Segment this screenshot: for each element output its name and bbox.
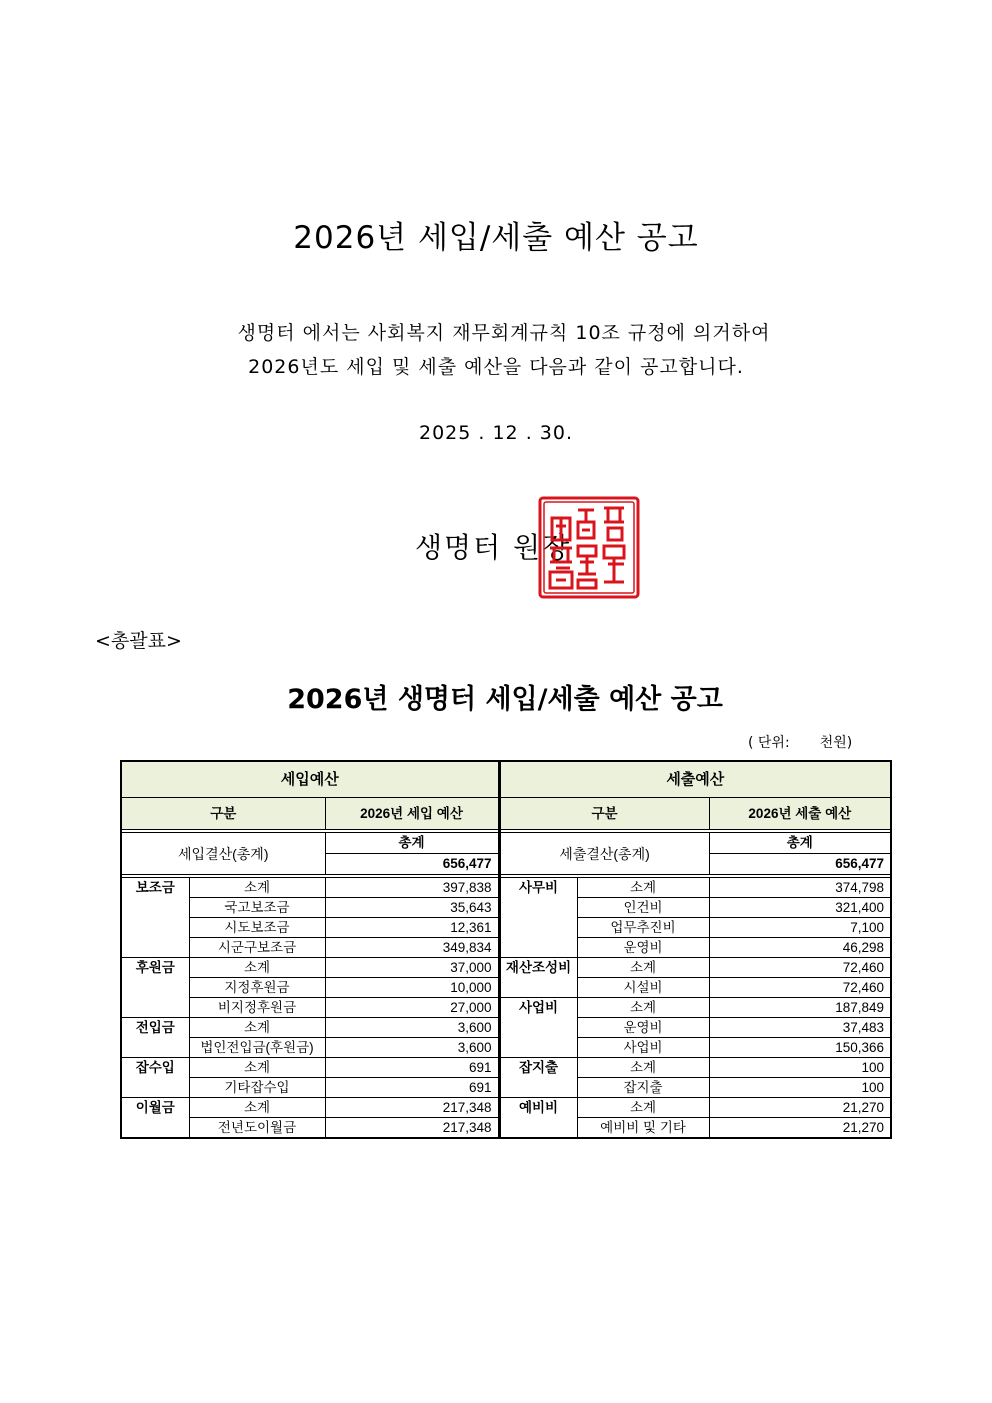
revenue-total-value: 656,477 <box>325 854 499 875</box>
revenue-item: 법인전입금(후원금) <box>189 1038 325 1058</box>
revenue-category: 후원금 <box>121 958 189 1018</box>
revenue-item: 소계 <box>189 1058 325 1078</box>
revenue-value: 691 <box>325 1078 499 1098</box>
expense-value: 150,366 <box>709 1038 891 1058</box>
revenue-value: 397,838 <box>325 878 499 898</box>
expense-value: 187,849 <box>709 998 891 1018</box>
revenue-total-label: 세입결산(총계) <box>121 833 325 875</box>
unit-label: ( 단위: <box>748 735 790 751</box>
expense-item: 소계 <box>577 998 709 1018</box>
revenue-item: 시도보조금 <box>189 918 325 938</box>
expense-total-value: 656,477 <box>709 854 891 875</box>
revenue-category-header: 구분 <box>121 798 325 830</box>
expense-value: 21,270 <box>709 1118 891 1139</box>
table-title: 2026년 생명터 세입/세출 예산 공고 <box>287 684 723 715</box>
expense-total-label: 세출결산(총계) <box>499 833 709 875</box>
expense-category: 사무비 <box>499 878 577 958</box>
intro-line-2: 2026년도 세입 및 세출 예산을 다음과 같이 공고합니다. <box>248 356 744 378</box>
revenue-item: 소계 <box>189 878 325 898</box>
budget-table <box>120 760 892 1139</box>
expense-category: 재산조성비 <box>499 958 577 998</box>
revenue-value: 12,361 <box>325 918 499 938</box>
revenue-value: 3,600 <box>325 1018 499 1038</box>
revenue-value: 3,600 <box>325 1038 499 1058</box>
expense-value: 321,400 <box>709 898 891 918</box>
expense-value: 37,483 <box>709 1018 891 1038</box>
summary-table-label: <총괄표> <box>95 630 182 652</box>
expense-item: 소계 <box>577 958 709 978</box>
expense-value: 100 <box>709 1058 891 1078</box>
revenue-value: 35,643 <box>325 898 499 918</box>
signer-name: 생명터 원장 <box>415 531 572 564</box>
expense-value: 374,798 <box>709 878 891 898</box>
revenue-value: 10,000 <box>325 978 499 998</box>
unit-note <box>748 732 852 752</box>
revenue-value: 217,348 <box>325 1118 499 1139</box>
expense-value: 72,460 <box>709 978 891 998</box>
revenue-total-word: 총계 <box>325 833 499 854</box>
unit-value: 천원) <box>819 735 853 751</box>
expense-item: 사업비 <box>577 1038 709 1058</box>
expense-value: 7,100 <box>709 918 891 938</box>
revenue-item: 비지정후원금 <box>189 998 325 1018</box>
document-title: 2026년 세입/세출 예산 공고 <box>293 220 699 256</box>
expense-header: 세출예산 <box>499 761 891 798</box>
revenue-category: 잡수입 <box>121 1058 189 1098</box>
revenue-item: 소계 <box>189 1098 325 1118</box>
expense-category: 사업비 <box>499 998 577 1058</box>
revenue-category: 이월금 <box>121 1098 189 1139</box>
revenue-value: 217,348 <box>325 1098 499 1118</box>
expense-item: 소계 <box>577 878 709 898</box>
expense-item: 소계 <box>577 1098 709 1118</box>
revenue-value: 37,000 <box>325 958 499 978</box>
expense-budget-header: 2026년 세출 예산 <box>709 798 891 830</box>
revenue-item: 지정후원금 <box>189 978 325 998</box>
expense-category: 예비비 <box>499 1098 577 1139</box>
expense-total-word: 총계 <box>709 833 891 854</box>
expense-value: 21,270 <box>709 1098 891 1118</box>
expense-item: 업무추진비 <box>577 918 709 938</box>
expense-item: 운영비 <box>577 1018 709 1038</box>
revenue-value: 27,000 <box>325 998 499 1018</box>
revenue-value: 349,834 <box>325 938 499 958</box>
intro-line-1: 생명터 에서는 사회복지 재무회계규칙 10조 규정에 의거하여 <box>237 322 771 344</box>
revenue-header: 세입예산 <box>121 761 499 798</box>
revenue-budget-header: 2026년 세입 예산 <box>325 798 499 830</box>
expense-item: 인건비 <box>577 898 709 918</box>
expense-item: 운영비 <box>577 938 709 958</box>
revenue-value: 691 <box>325 1058 499 1078</box>
expense-category: 잡지출 <box>499 1058 577 1098</box>
revenue-category: 보조금 <box>121 878 189 958</box>
announcement-date: 2025 . 12 . 30. <box>419 422 573 444</box>
revenue-item: 시군구보조금 <box>189 938 325 958</box>
expense-category-header: 구분 <box>499 798 709 830</box>
revenue-category: 전입금 <box>121 1018 189 1058</box>
revenue-item: 전년도이월금 <box>189 1118 325 1139</box>
expense-value: 46,298 <box>709 938 891 958</box>
expense-item: 소계 <box>577 1058 709 1078</box>
revenue-item: 기타잡수입 <box>189 1078 325 1098</box>
expense-item: 잡지출 <box>577 1078 709 1098</box>
expense-value: 72,460 <box>709 958 891 978</box>
expense-value: 100 <box>709 1078 891 1098</box>
revenue-item: 소계 <box>189 1018 325 1038</box>
revenue-item: 국고보조금 <box>189 898 325 918</box>
expense-item: 시설비 <box>577 978 709 998</box>
revenue-item: 소계 <box>189 958 325 978</box>
official-seal-stamp <box>538 496 640 599</box>
expense-item: 예비비 및 기타 <box>577 1118 709 1139</box>
